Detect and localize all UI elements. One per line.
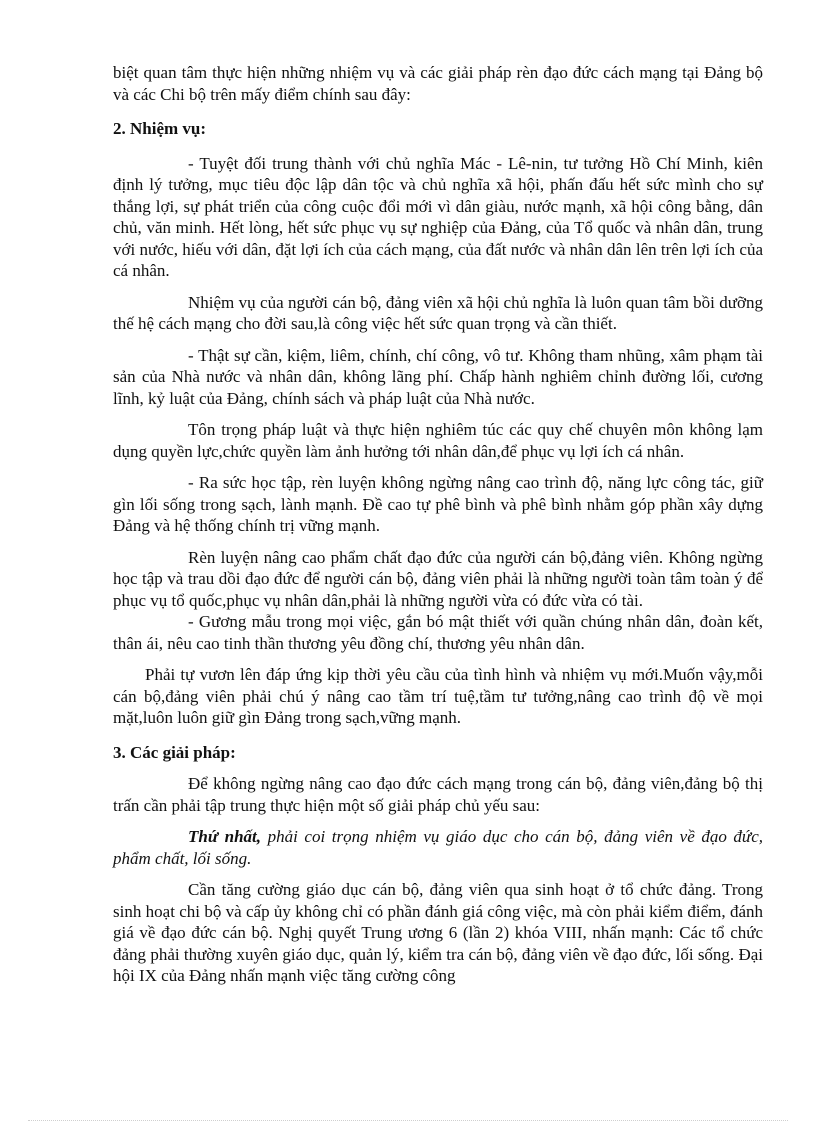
heading-tasks: 2. Nhiệm vụ: [113, 119, 207, 138]
document-page [113, 62, 763, 987]
solution-1-text: phải coi trọng nhiệm vụ giáo dục cho cán bộ, đảng viên về đạo đức, phẩm chất, lối sống. [113, 827, 763, 868]
heading-solutions: 3. Các giải pháp: [113, 742, 236, 762]
task-3-note-paragraph: Rèn luyện nâng cao phẩm chất đạo đức của người cán bộ,đảng viên. Không ngừng học tập và trau dồi đạo đức để người cán bộ, đảng viên phải là những người toàn tâm toàn ý để phục vụ tổ quốc,phục vụ nhân dân,phải là những người vừa có đức vừa có tài. [113, 547, 763, 610]
task-1-paragraph: - Tuyệt đối trung thành với chủ nghĩa Mác - Lê-nin, tư tưởng Hồ Chí Minh, kiên định lý tưởng, mục tiêu độc lập dân tộc và chủ nghĩa xã hội, phấn đấu hết sức mình cho sự thắng lợi, sự phát triển của công cuộc đổi mới vì dân giàu, nước mạnh, xã hội công bằng, dân chủ, văn minh. Hết lòng, hết sức phục vụ sự nghiệp của Đảng, của Tổ quốc và nhân dân, trung với nước, hiếu với dân, đặt lợi ích của cách mạng, của đất nước và nhân dân lên trên lợi ích của cá nhân. [113, 153, 763, 280]
task-2-note-paragraph: Tôn trọng pháp luật và thực hiện nghiêm túc các quy chế chuyên môn không lạm dụng quyền lực,chức quyền làm ảnh hưởng tới nhân dân,để phục vụ lợi ích cá nhân. [113, 420, 763, 461]
task-3-paragraph: - Ra sức học tập, rèn luyện không ngừng nâng cao trình độ, năng lực công tác, giữ gìn lối sống trong sạch, lành mạnh. Đề cao tự phê bình và phê bình nhằm góp phần xây dựng Đảng và hệ thống chính trị vững mạnh. [113, 473, 763, 535]
page-footer-rule [28, 1120, 788, 1121]
task-4-paragraph: - Gương mẫu trong mọi việc, gắn bó mật thiết với quần chúng nhân dân, đoàn kết, thân ái, nêu cao tinh thần thương yêu đồng chí, thương yêu nhân dân. [113, 612, 763, 653]
intro-paragraph: biệt quan tâm thực hiện những nhiệm vụ và các giải pháp rèn đạo đức cách mạng tại Đảng bộ và các Chi bộ trên mấy điểm chính sau đây: [113, 63, 763, 104]
solution-1-paragraph [113, 826, 763, 869]
task-1-note-paragraph: Nhiệm vụ của người cán bộ, đảng viên xã hội chủ nghĩa là luôn quan tâm bồi dưỡng thế hệ cách mạng cho đời sau,là công việc hết sức quan trọng và cần thiết. [113, 292, 763, 333]
task-2-paragraph: - Thật sự cần, kiệm, liêm, chính, chí công, vô tư. Không tham nhũng, xâm phạm tài sản của Nhà nước và nhân dân, không lãng phí. Chấp hành nghiêm chỉnh đường lối, cương lĩnh, kỷ luật của Đảng, chính sách và pháp luật của Nhà nước. [113, 345, 763, 408]
solution-1-detail-paragraph: Cần tăng cường giáo dục cán bộ, đảng viên qua sinh hoạt ở tổ chức đảng. Trong sinh hoạt chi bộ và cấp ủy không chỉ có phần đánh giá công việc, mà còn phải kiểm điểm, đánh giá về đạo đức cán bộ. Nghị quyết Trung ương 6 (lần 2) khóa VIII, nhấn mạnh: Các tổ chức đảng phải thường xuyên giáo dục, quản lý, kiểm tra cán bộ, đảng viên về đạo đức, lối sống. Đại hội IX của Đảng nhấn mạnh việc tăng cường công [113, 880, 763, 985]
solutions-intro-paragraph: Để không ngừng nâng cao đạo đức cách mạng trong cán bộ, đảng viên,đảng bộ thị trấn cần phải tập trung thực hiện một số giải pháp chủ yếu sau: [113, 774, 763, 815]
solution-1-lead: Thứ nhất, [188, 827, 262, 846]
task-5-paragraph: Phải tự vươn lên đáp ứng kịp thời yêu cầu của tình hình và nhiệm vụ mới.Muốn vậy,mỗi cán bộ,đảng viên phải chú ý nâng cao tầm trí tuệ,tầm tư tưởng,nâng cao trình độ về mọi mặt,luôn luôn giữ gìn Đảng trong sạch,vững mạnh. [113, 665, 763, 727]
